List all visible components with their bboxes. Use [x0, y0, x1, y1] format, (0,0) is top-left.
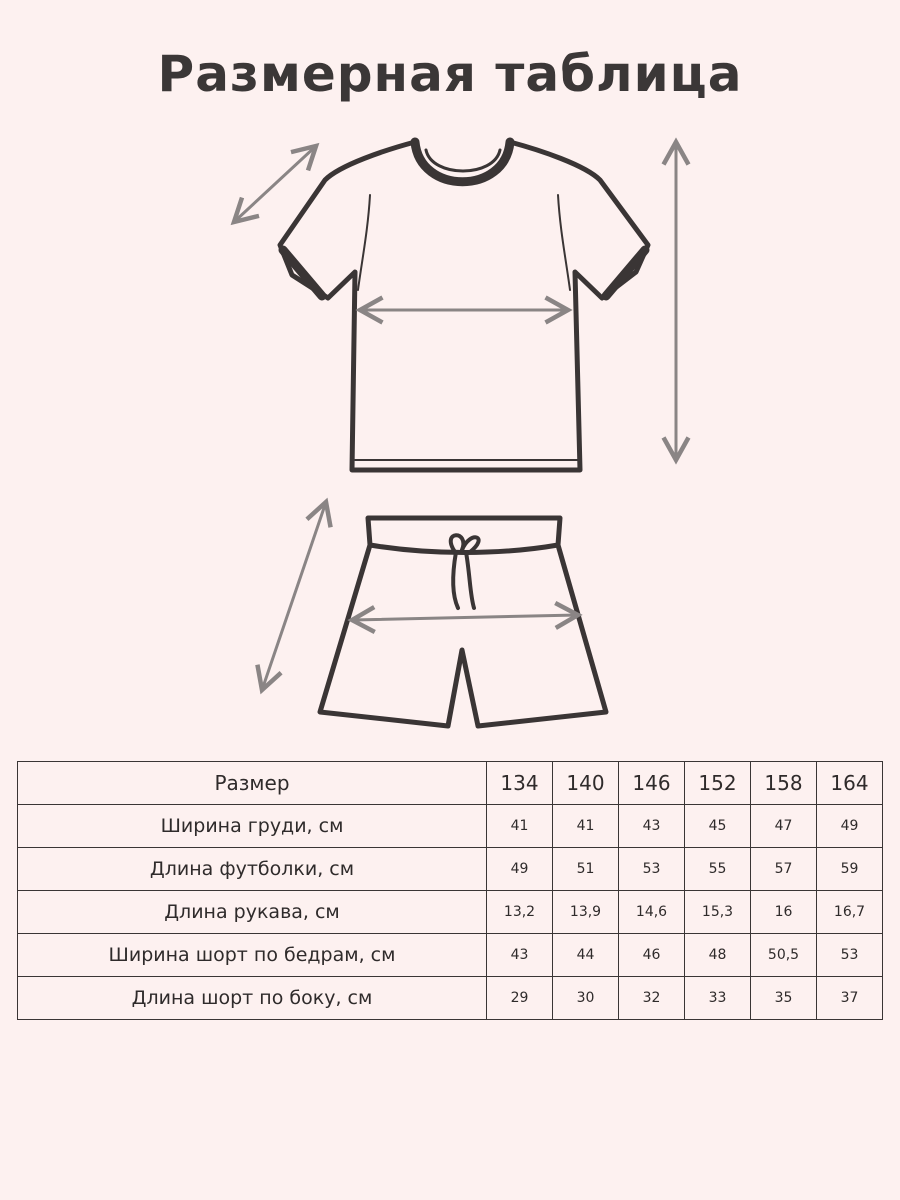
page-title: Размерная таблица — [157, 45, 743, 103]
table-cell: 29 — [487, 977, 553, 1020]
table-cell: 41 — [487, 805, 553, 848]
table-cell: 33 — [685, 977, 751, 1020]
table-cell: 14,6 — [619, 891, 685, 934]
table-cell: 41 — [553, 805, 619, 848]
table-row — [18, 934, 883, 977]
table-cell: 46 — [619, 934, 685, 977]
table-row — [18, 848, 883, 891]
size-header: 158 — [751, 762, 817, 805]
table-cell: 35 — [751, 977, 817, 1020]
table-cell: 32 — [619, 977, 685, 1020]
tshirt-drawing — [280, 142, 648, 470]
hip-width-arrow — [352, 615, 578, 620]
table-cell: 49 — [487, 848, 553, 891]
table-cell: 37 — [817, 977, 883, 1020]
table-cell: 57 — [751, 848, 817, 891]
table-cell: 44 — [553, 934, 619, 977]
table-cell: 50,5 — [751, 934, 817, 977]
row-label: Ширина груди, см — [18, 805, 487, 848]
row-label: Длина шорт по боку, см — [18, 977, 487, 1020]
table-cell: 43 — [487, 934, 553, 977]
table-cell: 49 — [817, 805, 883, 848]
shorts-drawing — [320, 518, 606, 726]
table-cell: 51 — [553, 848, 619, 891]
table-row — [18, 891, 883, 934]
size-table — [17, 761, 883, 1020]
size-header: 146 — [619, 762, 685, 805]
table-cell: 48 — [685, 934, 751, 977]
table-cell: 43 — [619, 805, 685, 848]
table-header-row — [18, 762, 883, 805]
garment-illustration — [0, 120, 900, 740]
table-cell: 30 — [553, 977, 619, 1020]
header-label: Размер — [18, 762, 487, 805]
size-header: 164 — [817, 762, 883, 805]
table-cell: 16 — [751, 891, 817, 934]
shorts-side-length-arrow — [262, 502, 326, 690]
table-row — [18, 805, 883, 848]
row-label: Длина футболки, см — [18, 848, 487, 891]
table-cell: 59 — [817, 848, 883, 891]
size-header: 152 — [685, 762, 751, 805]
table-cell: 53 — [619, 848, 685, 891]
size-header: 140 — [553, 762, 619, 805]
table-cell: 55 — [685, 848, 751, 891]
table-cell: 16,7 — [817, 891, 883, 934]
row-label: Длина рукава, см — [18, 891, 487, 934]
row-label: Ширина шорт по бедрам, см — [18, 934, 487, 977]
table-cell: 53 — [817, 934, 883, 977]
size-header: 134 — [487, 762, 553, 805]
table-cell: 45 — [685, 805, 751, 848]
measurement-arrows — [234, 142, 676, 690]
table-cell: 13,9 — [553, 891, 619, 934]
table-cell: 13,2 — [487, 891, 553, 934]
table-cell: 15,3 — [685, 891, 751, 934]
table-cell: 47 — [751, 805, 817, 848]
table-row — [18, 977, 883, 1020]
